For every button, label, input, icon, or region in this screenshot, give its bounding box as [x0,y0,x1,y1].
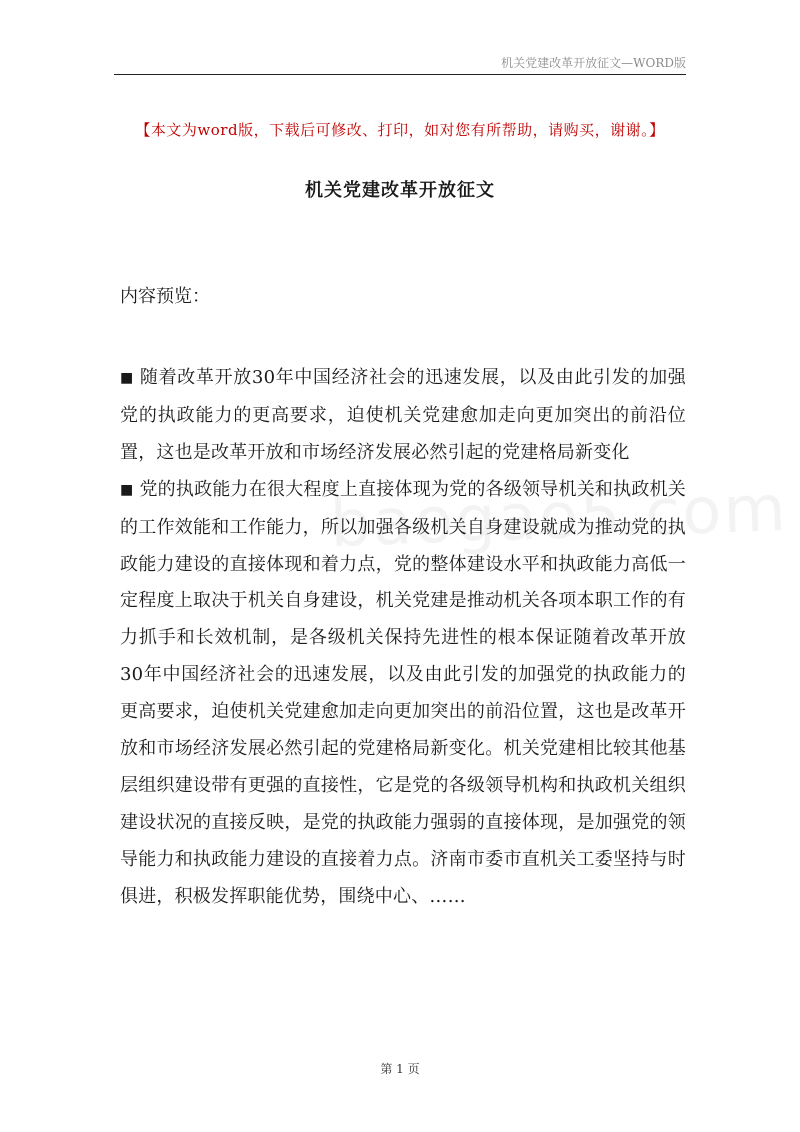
preview-label: 内容预览： [120,286,210,307]
paragraph-1 [120,360,686,472]
bullet-icon: ■ [120,481,134,498]
paragraph-2-text: 党的执政能力在很大程度上直接体现为党的各级领导机关和执政机关的工作效能和工作能力，所以加强各级机关自身建设就成为推动党的执政能力建设的直接体现和着力点，党的整体建设水平和执政能力高低一定程度上取决于机关自身建设，机关党建是推动机关各项本职工作的有力抓手和长效机制，是各级机关保持先进性的根本保证随着改革开放30年中国经济社会的迅速发展，以及由此引发的加强党的执政能力的更高要求，迫使机关党建愈加走向更加突出的前沿位置，这也是改革开放和市场经济发展必然引起的党建格局新变化。机关党建相比较其他基层组织建设带有更强的直接性，它是党的各级领导机构和执政机关组织建设状况的直接反映，是党的执政能力强弱的直接体现，是加强党的领导能力和执政能力建设的直接着力点。济南市委市直机关工委坚持与时俱进，积极发挥职能优势，围绕中心、…… [120,478,686,907]
paragraph-1-text: 随着改革开放30年中国经济社会的迅速发展，以及由此引发的加强党的执政能力的更高要求，迫使机关党建愈加走向更加突出的前沿位置，这也是改革开放和市场经济发展必然引起的党建格局新变化 [120,367,686,463]
purchase-notice: 【本文为word版，下载后可修改、打印，如对您有所帮助，请购买，谢谢。】 [135,121,665,139]
paragraph-2 [120,472,686,916]
bullet-icon: ■ [120,370,134,386]
page-number: 第 1 页 [380,1062,420,1076]
document-title: 机关党建改革开放征文 [305,180,495,201]
running-header: 机关党建改革开放征文—WORD版 [501,56,686,70]
body-text [120,360,686,916]
header-divider [114,74,686,75]
